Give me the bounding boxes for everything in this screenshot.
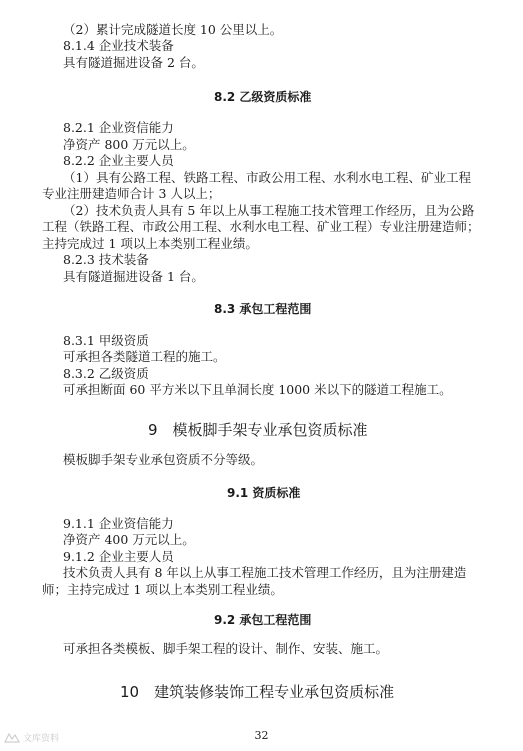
page-number: 32: [254, 729, 269, 742]
section-label-8-2-1: 8.2.1 企业资信能力: [63, 120, 174, 135]
section-label-8-2-3: 8.2.3 技术装备: [63, 252, 149, 267]
text-line: 师；主持完成过 1 项以上本类别工程业绩。: [42, 582, 283, 597]
watermark: [4, 731, 59, 744]
text-line: 技术负责人具有 8 年以上从事工程施工技术管理工作经历，且为注册建造: [63, 565, 467, 580]
section-label-9-1-1: 9.1.1 企业资信能力: [63, 516, 174, 531]
text-line: 可承担各类模板、脚手架工程的设计、制作、安装、施工。: [63, 641, 389, 656]
chapter-heading-9: 9 模板脚手架专业承包资质标准: [148, 421, 368, 439]
section-label-9-1-2: 9.1.2 企业主要人员: [63, 549, 174, 564]
chapter-heading-10: 10 建筑装修装饰工程专业承包资质标准: [120, 683, 395, 701]
heading-9-1: 9.1 资质标准: [227, 486, 301, 500]
text-line: 主持完成过 1 项以上本类别工程业绩。: [42, 236, 258, 251]
text-line: （1）具有公路工程、铁路工程、市政公用工程、水利水电工程、矿业工程: [63, 170, 471, 185]
text-line: 具有隧道掘进设备 1 台。: [63, 269, 204, 284]
text-line: 可承担各类隧道工程的施工。: [63, 349, 226, 364]
heading-8-2: 8.2 乙级资质标准: [214, 90, 312, 104]
text-line: 净资产 400 万元以上。: [63, 532, 195, 547]
text-line: 可承担断面 60 平方米以下且单洞长度 1000 米以下的隧道工程施工。: [63, 382, 452, 397]
section-label-8-2-2: 8.2.2 企业主要人员: [63, 153, 174, 168]
text-line: 具有隧道掘进设备 2 台。: [63, 55, 204, 70]
section-label-8-3-2: 8.3.2 乙级资质: [63, 366, 149, 381]
section-label-8-3-1: 8.3.1 甲级资质: [63, 333, 149, 348]
section-label-8-1-4: 8.1.4 企业技术装备: [63, 38, 174, 53]
watermark-logo-icon: [4, 732, 20, 744]
text-line: 净资产 800 万元以上。: [63, 137, 195, 152]
heading-8-3: 8.3 承包工程范围: [214, 302, 312, 316]
text-line: 专业注册建造师合计 3 人以上；: [42, 186, 221, 201]
text-line: 模板脚手架专业承包资质不分等级。: [63, 452, 264, 467]
watermark-text: 文库资料: [23, 734, 60, 744]
text-line: （2）技术负责人具有 5 年以上从事工程施工技术管理工作经历，且为公路: [63, 203, 475, 218]
heading-9-2: 9.2 承包工程范围: [214, 613, 312, 627]
text-line: 工程（铁路工程、市政公用工程、水利水电工程、矿业工程）专业注册建造师；: [42, 219, 480, 234]
text-line: （2）累计完成隧道长度 10 公里以上。: [63, 22, 283, 37]
